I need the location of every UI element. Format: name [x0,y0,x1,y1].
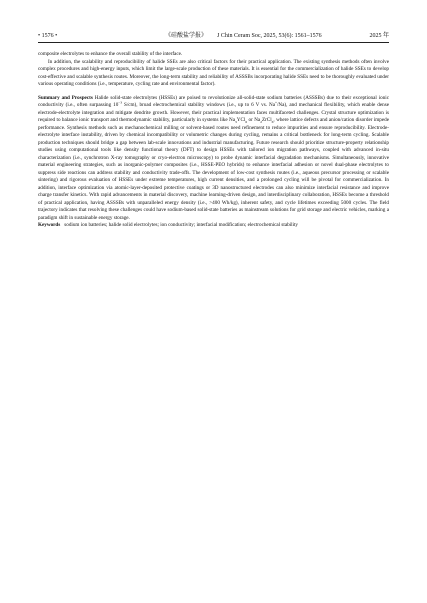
page-number: • 1576 • [38,33,58,39]
summary-paragraph [38,95,389,223]
paragraph-continuation: composite electrolytes to enhance the overall stability of the interface. [38,51,183,57]
summary-text-f: ZrCl [261,117,272,123]
summary-text-e: or Na [247,117,261,123]
summary-text-c: /Na), and mechanical flexibility, which enable dense electrode-electrolyte integration and mitigate dendrite growth. However, their practical implementation faces multifaceted challenges. Crystal structure optimization is required to balance ionic transport and thermodynamic stability, particularly in systems like Na [38,102,389,123]
summary-heading: Summary and Prospects [38,94,93,101]
summary-text-a: Halide solid-state electrolytes (HSSEs) are poised to revolutionize all-solid-state sodium batteries (ASSSBs) due to their exceptional ionic conductivity (i.e., often surpassing 10 [38,94,389,108]
summary-text-g: , where lattice defects and anion/cation disorder impede performance. Synthesis methods such as mechanochemical milling or solvent-based routes need refinement to reduce impurities and ensure reproducibility. Electrode-electrolyte interface instability, driven by chemical incompatibility or volumetric changes during cycling, remains a critical bottleneck for long-term cycling. Scalable production techniques should bridge a gap between lab-scale innovations and industrial manufacturing. Future research should prioritize structure-property relationship studies using computational tools like density functional theory (DFT) to design HSSEs with tailored ion migration pathways, coupled with advanced in-situ characterization (i.e., synchrotron X-ray tomography or cryo-electron microscopy) to probe dynamic interfacial degradation mechanisms. Simultaneously, innovative material engineering strategies, such as inorganic-polymer composites (i.e., HSSE-PEO hybrids) to enhance interfacial adhesion or novel dual-phase electrolytes to suppress side reactions can address stability and conductivity trade-offs. The development of low-cost synthesis routes (i.e., aqueous precursor processing or scalable sintering) and rigorous evaluation of HSSEs under extreme temperatures, high current densities, and a prolonged cycling will be pivotal for commercialization. In addition, interface optimization via atomic-layer-deposited protective coatings or 3D nanostructured electrodes can also minimize interfacial resistance and improve charge transfer kinetics. With rapid advancements in material discovery, machine learning-driven design, and interdisciplinary collaboration, HSSEs become a threshold of practical application, having ASSSBs with unparalleled energy density (i.e., >400 Wh/kg), inherent safety, and cycle lifetimes exceeding 5000 cycles. The field trajectory indicates that resolving these challenges could have sodium-based solid-state batteries as mainstream solutions for grid storage and electric vehicles, marking a paradigm shift in sustainable energy storage. [38,117,389,221]
keywords-line [38,222,389,230]
subscript: 6 [245,120,248,125]
header-year: 2025 年 [369,33,389,39]
article-body [38,51,389,230]
running-header [38,31,389,43]
paragraph-scalability: In addition, the scalability and reproducibility of halide SSEs are also critical factors for their practical application. The existing synthesis methods often involve complex procedures and high-energy inputs, which limit the large-scale production of these materials. It is essential for the commercialization of halide SSEs to develop cost-effective and scalable synthesis routes. Moreover, the long-term stability and reliability of ASSSBs incorporating halide SSEs need to be thoroughly evaluated under various operating conditions (i.e., temperature, cycling rate and environmental factor). [38,58,389,87]
summary-sup2: + [275,100,277,105]
summary-text-b: S/cm), broad electrochemical stability windows (i.e., up to 6 V vs. Na [122,102,276,108]
journal-citation: J Chin Ceram Soc, 2025, 53(6): 1561–1576 [217,33,322,39]
keywords-label: Keywords [38,222,61,228]
keywords-list: sodium ion batteries; halide solid electrolytes; ion conductivity; interfacial modification; electrochemical stability [64,222,298,228]
subscript: 3 [235,120,237,125]
journal-name-cn: 《硅酸盐学报》 [165,33,208,39]
summary-sup: −3 [118,100,123,105]
subscript: 2 [260,120,262,125]
summary-text-d: YCl [236,117,246,123]
journal-info [165,31,322,41]
subscript: 6 [271,120,274,125]
